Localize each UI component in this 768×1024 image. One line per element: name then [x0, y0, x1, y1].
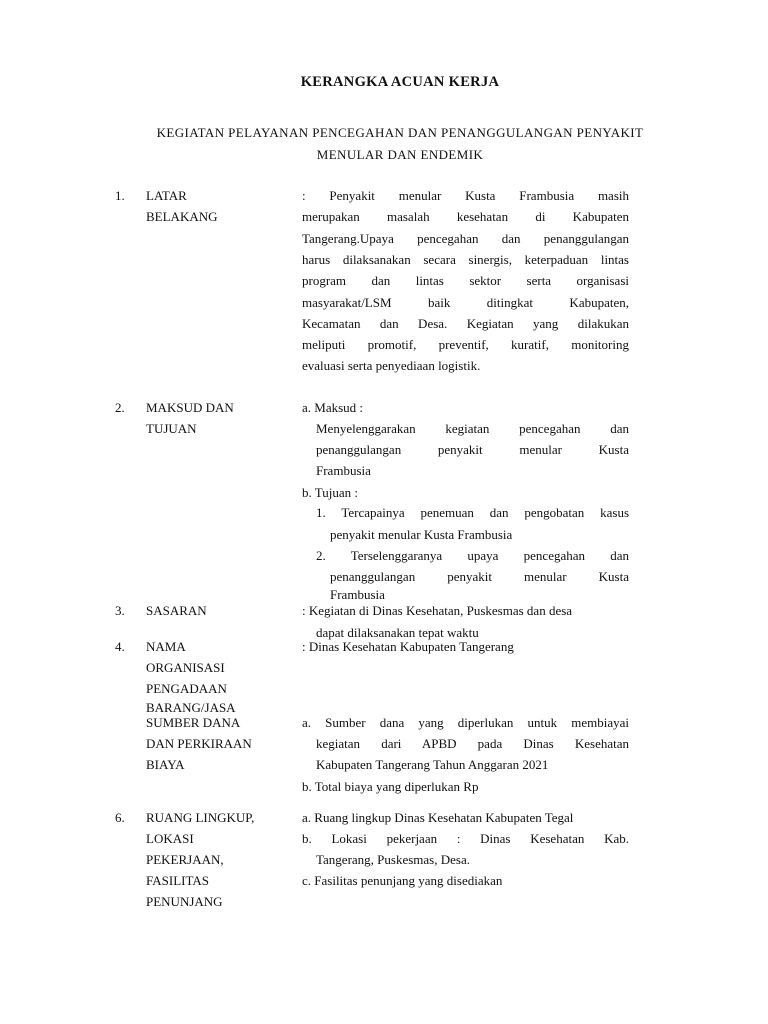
section-6-label: PENUNJANG — [146, 894, 223, 909]
tujuan-item-2-line: penanggulangan penyakit menular Kusta — [330, 569, 629, 584]
section-6-label: FASILITAS — [146, 873, 210, 888]
tujuan-heading: b. Tujuan : — [302, 485, 358, 500]
section-1-text-line: Tangerang.Upaya pencegahan dan penanggulangan — [302, 231, 629, 246]
section-6-b-line: b. Lokasi pekerjaan : Dinas Kesehatan Kab. — [302, 831, 629, 846]
section-2-label: TUJUAN — [146, 421, 197, 436]
section-4-number: 4. — [115, 639, 125, 654]
section-3-text-line: : Kegiatan di Dinas Kesehatan, Puskesmas dan desa — [302, 603, 573, 618]
section-1-text-line: meliputi promotif, preventif, kuratif, monitoring — [302, 337, 629, 352]
section-1-text-line: Kecamatan dan Desa. Kegiatan yang dilakukan — [302, 316, 629, 331]
maksud-text-line: Menyelenggarakan kegiatan pencegahan dan — [316, 421, 629, 436]
section-6-label: RUANG LINGKUP, — [146, 810, 255, 825]
section-5-a-line: kegiatan dari APBD pada Dinas Kesehatan — [316, 736, 629, 751]
maksud-text-line: penanggulangan penyakit menular Kusta — [316, 442, 629, 457]
section-3-number: 3. — [115, 603, 125, 618]
section-1-label: BELAKANG — [146, 209, 218, 224]
section-6-c: c. Fasilitas penunjang yang disediakan — [302, 873, 503, 888]
section-5-a-line: a. Sumber dana yang diperlukan untuk membiayai — [302, 715, 629, 730]
section-1-label: LATAR — [146, 188, 187, 203]
section-1-text-line: : Penyakit menular Kusta Frambusia masih — [302, 188, 629, 203]
section-4-label: NAMA — [146, 639, 186, 654]
tujuan-item-2-line: Frambusia — [330, 587, 385, 602]
section-5-b: b. Total biaya yang diperlukan Rp — [302, 779, 479, 794]
section-1-text-line: merupakan masalah kesehatan di Kabupaten — [302, 209, 629, 224]
section-4-label: ORGANISASI — [146, 660, 225, 675]
maksud-heading: a. Maksud : — [302, 400, 364, 415]
section-6-label: LOKASI — [146, 831, 194, 846]
maksud-text-line: Frambusia — [316, 463, 371, 478]
section-1-text-line: harus dilaksanakan secara sinergis, keterpaduan lintas — [302, 252, 629, 267]
section-1-text-line: program dan lintas sektor serta organisasi — [302, 273, 629, 288]
section-4-label: BARANG/JASA — [146, 700, 236, 715]
section-5-label: DAN PERKIRAAN — [146, 736, 252, 751]
subtitle-line-1: KEGIATAN PELAYANAN PENCEGAHAN DAN PENANGGULANGAN PENYAKIT — [156, 125, 644, 140]
section-5-label: SUMBER DANA — [146, 715, 241, 730]
tujuan-item-2-line: 2. Terselenggaranya upaya pencegahan dan — [316, 548, 629, 563]
section-4-label: PENGADAAN — [146, 681, 227, 696]
section-1-number: 1. — [115, 188, 125, 203]
tujuan-item-1-line: penyakit menular Kusta Frambusia — [330, 527, 513, 542]
section-6-b-line: Tangerang, Puskesmas, Desa. — [316, 852, 470, 867]
section-6-a: a. Ruang lingkup Dinas Kesehatan Kabupaten Tegal — [302, 810, 574, 825]
section-3-text-line: dapat dilaksanakan tepat waktu — [316, 625, 479, 640]
section-1-text-line: evaluasi serta penyediaan logistik. — [302, 358, 481, 373]
section-6-number: 6. — [115, 810, 125, 825]
section-4-text: : Dinas Kesehatan Kabupaten Tangerang — [302, 639, 514, 654]
section-5-label: BIAYA — [146, 757, 185, 772]
section-3-label: SASARAN — [146, 603, 207, 618]
tujuan-item-1-line: 1. Tercapainya penemuan dan pengobatan kasus — [316, 505, 629, 520]
section-5-a-line: Kabupaten Tangerang Tahun Anggaran 2021 — [316, 757, 549, 772]
page-title: KERANGKA ACUAN KERJA — [300, 74, 500, 90]
subtitle-line-2: MENULAR DAN ENDEMIK — [316, 147, 484, 162]
section-1-text-line: masyarakat/LSM baik ditingkat Kabupaten, — [302, 295, 629, 310]
section-2-number: 2. — [115, 400, 125, 415]
section-2-label: MAKSUD DAN — [146, 400, 234, 415]
section-6-label: PEKERJAAN, — [146, 852, 224, 867]
